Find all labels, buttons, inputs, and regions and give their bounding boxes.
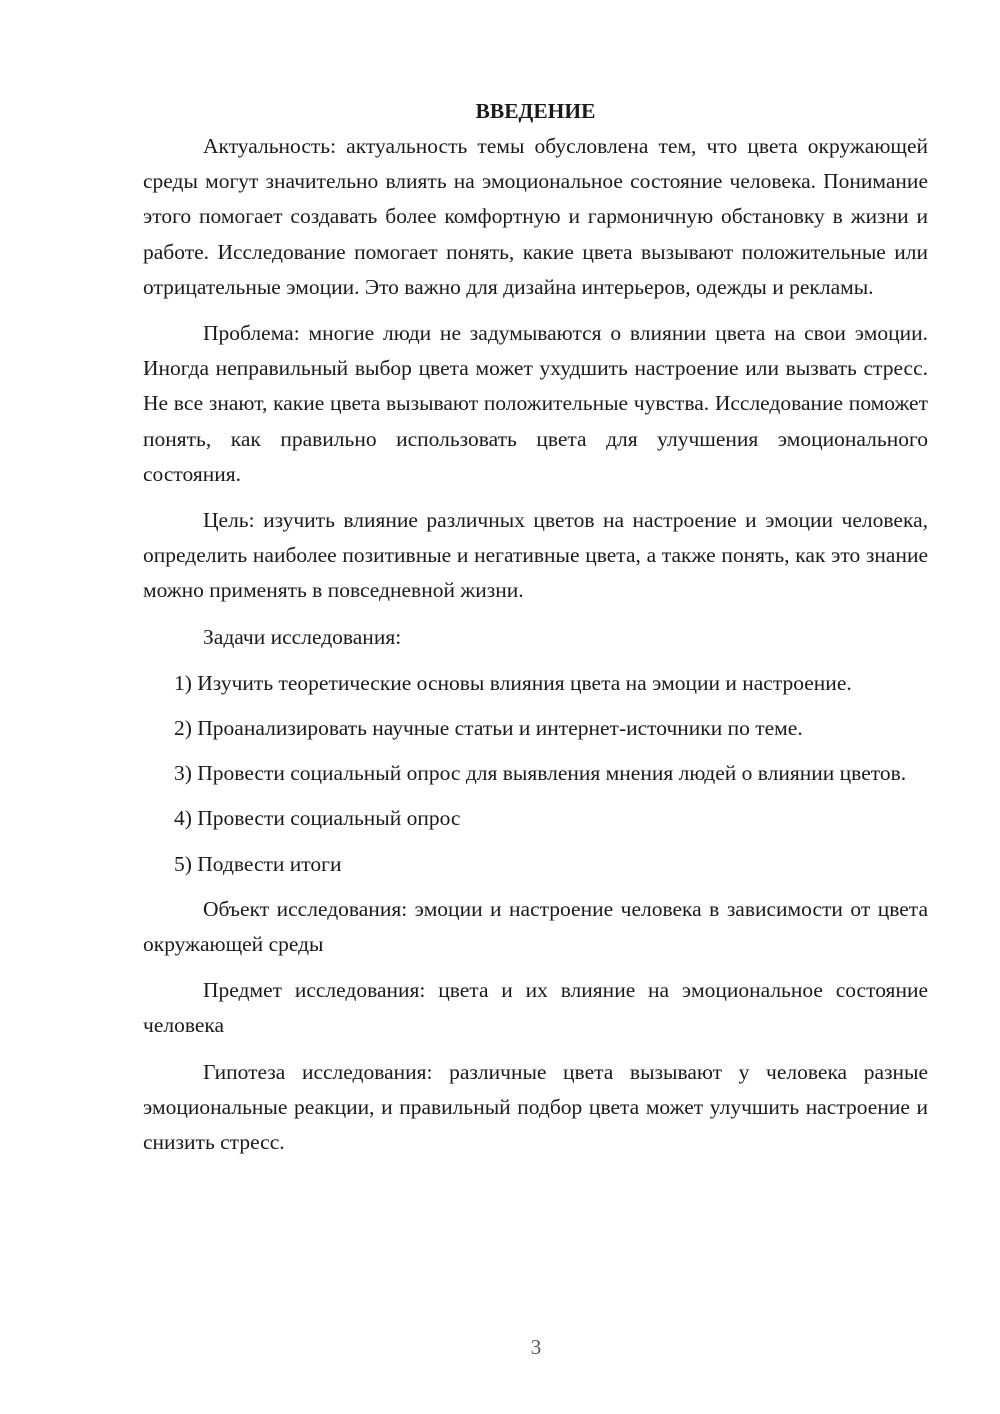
task-item-2: 2) Проанализировать научные статьи и интернет-источники по теме.: [174, 716, 803, 741]
page-content: [143, 94, 928, 1171]
task-item-5: 5) Подвести итоги: [174, 851, 342, 876]
goal-paragraph: Цель: изучить влияние различных цветов на настроение и эмоции человека, определить наиболее позитивные и негативные цвета, а также понять, как это знание можно применять в повседневной жизни.: [143, 508, 928, 603]
relevance-paragraph: Актуальность: актуальность темы обусловлена тем, что цвета окружающей среды могут значительно влиять на эмоциональное состояние человека. Понимание этого помогает создавать более комфортную и гармоничную обстановку в жизни и работе. Исследование помогает понять, какие цвета вызывают положительные или отрицательные эмоции. Это важно для дизайна интерьеров, одежды и рекламы.: [143, 134, 928, 299]
hypothesis-paragraph: Гипотеза исследования: различные цвета вызывают у человека разные эмоциональные реакции, и правильный подбор цвета может улучшить настроение и снизить стресс.: [143, 1059, 928, 1155]
problem-paragraph: Проблема: многие люди не задумываются о влиянии цвета на свои эмоции. Иногда неправильный выбор цвета может ухудшить настроение или вызвать стресс. Не все знают, какие цвета вызывают положительные чувства. Исследование поможет понять, как правильно использовать цвета для улучшения эмоционального состояния.: [143, 321, 928, 486]
subject-paragraph: Предмет исследования: цвета и их влияние на эмоциональное состояние человека: [143, 978, 928, 1038]
task-item-1: 1) Изучить теоретические основы влияния цвета на эмоции и настроение.: [174, 670, 852, 695]
task-item-4: 4) Провести социальный опрос: [174, 806, 461, 831]
tasks-heading: Задачи исследования:: [203, 624, 402, 649]
page-number: 3: [530, 1335, 542, 1359]
object-paragraph: Объект исследования: эмоции и настроение человека в зависимости от цвета окружающей среды: [143, 896, 928, 957]
section-title: ВВЕДЕНИЕ: [475, 99, 596, 123]
task-item-3: 3) Провести социальный опрос для выявления мнения людей о влиянии цветов.: [174, 761, 907, 786]
